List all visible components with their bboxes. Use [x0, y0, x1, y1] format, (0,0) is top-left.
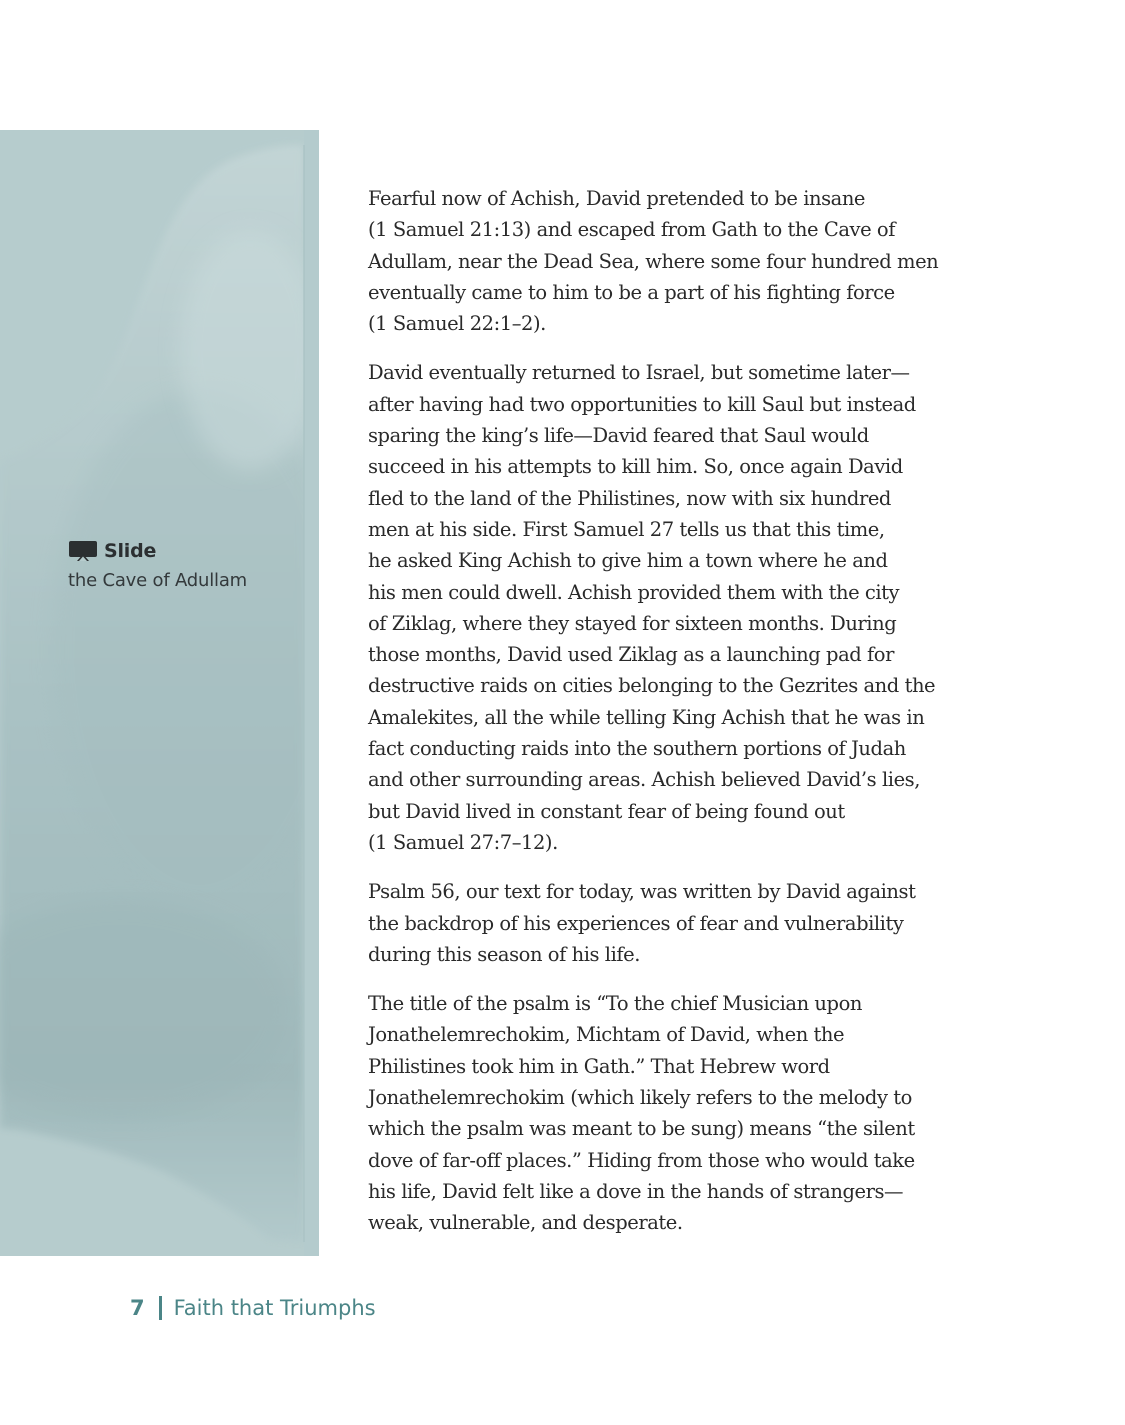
text-line: his men could dwell. Achish provided them with the city	[368, 580, 900, 604]
text-line: destructive raids on cities belonging to the Gezrites and the	[368, 674, 936, 698]
text-line: (1 Samuel 27:7–12).	[368, 830, 558, 854]
text-line: fact conducting raids into the southern portions of Judah	[368, 737, 906, 761]
book-title: Faith that Triumphs	[173, 1296, 376, 1320]
text-line: Adullam, near the Dead Sea, where some four hundred men	[368, 249, 939, 273]
text-line: Psalm 56, our text for today, was written by David against	[368, 880, 916, 904]
text-line: dove of far-off places.” Hiding from those who would take	[368, 1148, 915, 1172]
text-line: his life, David felt like a dove in the hands of strangers—	[368, 1179, 904, 1203]
text-line: but David lived in constant fear of being found out	[368, 799, 845, 823]
text-line: (1 Samuel 22:1–2).	[368, 312, 546, 336]
footer-divider	[159, 1296, 162, 1320]
text-line: fled to the land of the Philistines, now with six hundred	[368, 486, 891, 510]
text-line: he asked King Achish to give him a town where he and	[368, 549, 888, 573]
text-line: The title of the psalm is “To the chief Musician upon	[368, 992, 862, 1016]
slide-caption: the Cave of Adullam	[68, 570, 247, 591]
text-line: the backdrop of his experiences of fear and vulnerability	[368, 911, 904, 935]
page-footer	[130, 1296, 376, 1320]
text-line: men at his side. First Samuel 27 tells us that this time,	[368, 517, 885, 541]
page-number: 7	[130, 1296, 145, 1320]
text-line: which the psalm was meant to be sung) means “the silent	[368, 1117, 915, 1141]
text-line: eventually came to him to be a part of his fighting force	[368, 280, 895, 304]
text-line: succeed in his attempts to kill him. So, once again David	[368, 455, 903, 479]
text-line: David eventually returned to Israel, but sometime later—	[368, 361, 910, 385]
text-line: weak, vulnerable, and desperate.	[368, 1211, 683, 1235]
sidebar-panel	[0, 130, 319, 1256]
text-line: (1 Samuel 21:13) and escaped from Gath to the Cave of	[368, 218, 895, 242]
text-line: sparing the king’s life—David feared that Saul would	[368, 424, 869, 448]
text-line: Amalekites, all the while telling King Achish that he was in	[368, 705, 925, 729]
text-line: Jonathelemrechokim (which likely refers to the melody to	[368, 1086, 912, 1110]
body-text	[368, 183, 968, 1257]
presentation-screen-icon	[68, 540, 98, 562]
text-line: Jonathelemrechokim, Michtam of David, when the	[368, 1023, 845, 1047]
paragraph	[368, 876, 968, 970]
text-line: Fearful now of Achish, David pretended to be insane	[368, 187, 866, 210]
watercolor-texture	[0, 130, 319, 1256]
text-line: and other surrounding areas. Achish believed David’s lies,	[368, 768, 920, 792]
slide-label: Slide	[104, 540, 157, 562]
paragraph	[368, 183, 968, 339]
text-line: during this season of his life.	[368, 942, 640, 966]
text-line: those months, David used Ziklag as a launching pad for	[368, 643, 894, 667]
paragraph	[368, 357, 968, 858]
paragraph	[368, 988, 968, 1238]
text-line: after having had two opportunities to kill Saul but instead	[368, 392, 916, 416]
slide-callout	[68, 538, 308, 591]
text-line: of Ziklag, where they stayed for sixteen months. During	[368, 611, 897, 635]
text-line: Philistines took him in Gath.” That Hebrew word	[368, 1054, 830, 1078]
